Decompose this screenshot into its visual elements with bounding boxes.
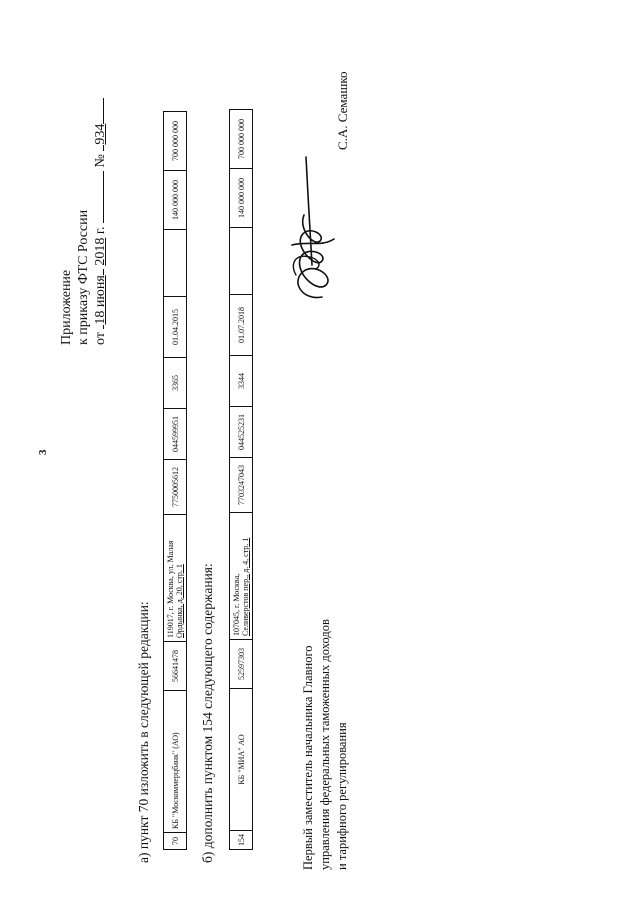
cell-inn: 7750005612: [164, 460, 187, 515]
item-b-heading: б) дополнить пунктом 154 следующего содержания:: [200, 563, 215, 863]
address-line2: Ордынка, д. 20, стр. 1: [175, 564, 184, 638]
cell-limit1: 140 000 000: [230, 169, 253, 228]
signatory-name: С.А. Семашко: [335, 71, 350, 150]
handwritten-signature: [282, 155, 342, 305]
date-prefix: от: [93, 332, 108, 345]
cell-date: 01.04.2015: [164, 297, 187, 358]
appendix-line2: к приказу ФТС России: [76, 209, 91, 345]
item-a-table: [163, 111, 187, 850]
cell-address: [230, 513, 253, 640]
cell-bik: 044599951: [164, 409, 187, 460]
cell-bank-name: КБ "Москоммерцбанк" (АО): [164, 691, 187, 833]
appendix-date-line: [92, 98, 109, 345]
page-number: 3: [37, 449, 49, 455]
appendix-line1: Приложение: [59, 269, 74, 345]
order-year: 2018: [93, 237, 108, 266]
cell-empty: [230, 228, 253, 295]
item-b-table: [229, 109, 253, 850]
cell-address: [164, 515, 187, 642]
table-row: [230, 110, 253, 850]
address-line1: 107045, г. Москва,: [232, 573, 241, 636]
number-sign: №: [93, 154, 108, 168]
cell-limit2: 700 000 000: [230, 110, 253, 169]
cell-date: 01.07.2018: [230, 295, 253, 356]
order-date: 18 июня: [93, 275, 108, 325]
address-line2: Селиверстов пер., д. 4, стр. 1: [241, 537, 250, 636]
cell-reg: 52597303: [230, 640, 253, 689]
cell-limit2: 700 000 000: [164, 112, 187, 171]
cell-bik: 044525231: [230, 407, 253, 458]
cell-license: 3344: [230, 356, 253, 407]
item-a-heading: а) пункт 70 изложить в следующей редакции:: [136, 601, 151, 863]
signatory-title: [300, 619, 351, 870]
signatory-line1: Первый заместитель начальника Главного: [301, 645, 315, 870]
appendix-header: [58, 98, 109, 345]
cell-num: 70: [164, 833, 187, 850]
cell-num: 154: [230, 831, 253, 850]
cell-empty: [164, 230, 187, 297]
signatory-line3: и тарифного регулирования: [335, 722, 349, 870]
year-suffix: г.: [93, 226, 108, 235]
order-number: 934: [93, 123, 108, 145]
table-row: [164, 112, 187, 850]
cell-inn: 7703247043: [230, 458, 253, 513]
signatory-line2: управления федеральных таможенных доходов: [318, 619, 332, 870]
cell-license: 3365: [164, 358, 187, 409]
cell-reg: 56641478: [164, 642, 187, 691]
cell-bank-name: КБ "МИА" АО: [230, 689, 253, 831]
cell-limit1: 140 000 000: [164, 171, 187, 230]
address-line1: 119017, г. Москва, ул. Малая: [166, 540, 175, 638]
